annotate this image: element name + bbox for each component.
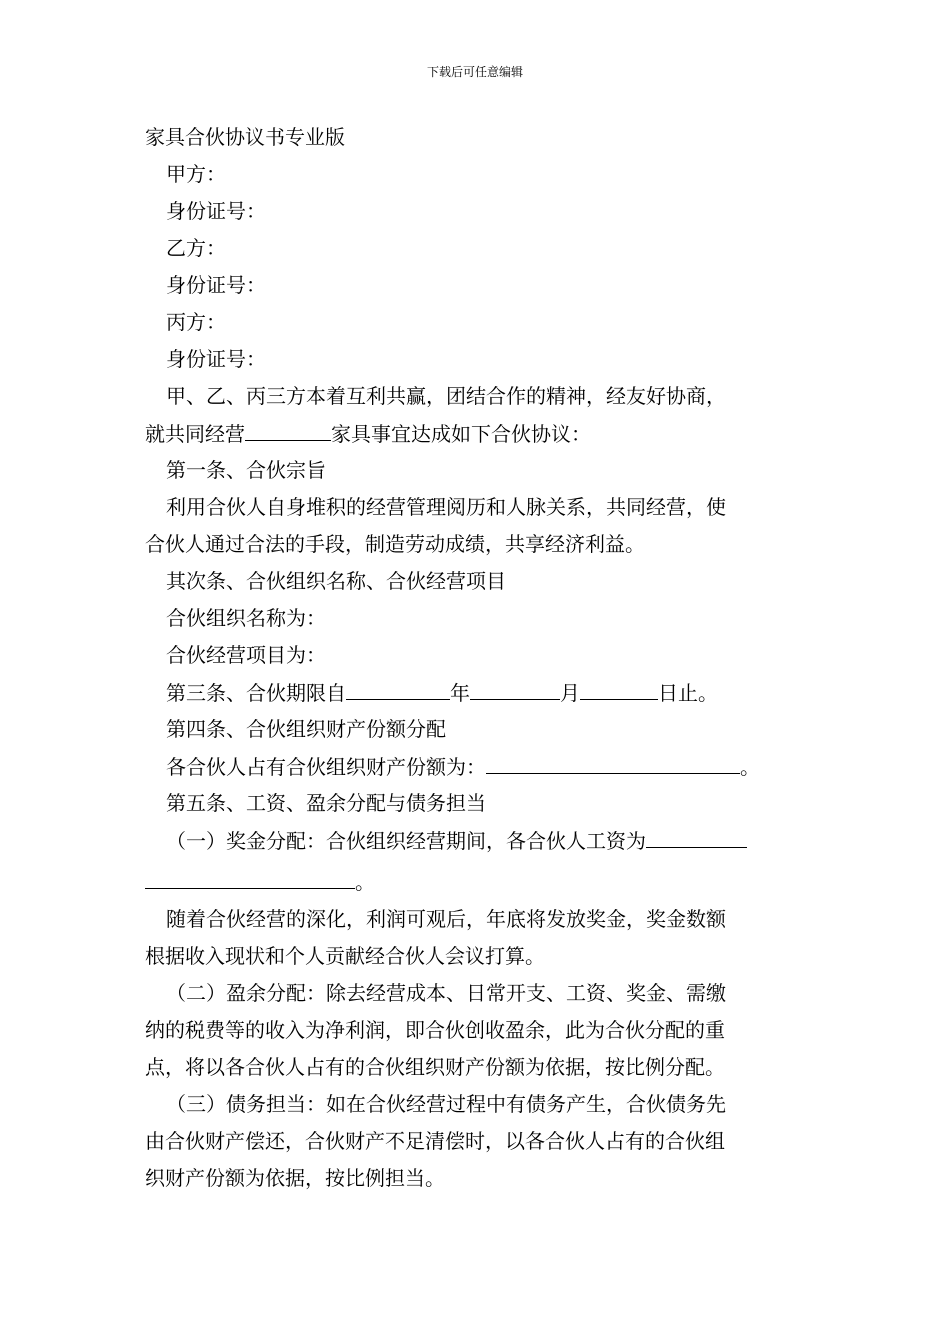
article-1-text-line: 合伙人通过合法的手段，制造劳动成绩，共享经济利益。 <box>145 532 645 556</box>
party-b-id-label: 身份证号： <box>166 273 266 297</box>
party-c-label: 丙方： <box>166 310 226 334</box>
intro-text: 就共同经营 <box>145 422 245 446</box>
article-5-1-line <box>166 827 747 854</box>
bonus-paragraph-line: 根据收入现状和个人贡献经合伙人会议打算。 <box>145 944 545 968</box>
share-end: 。 <box>740 755 760 779</box>
debt-paragraph-line: （三）债务担当：如在合伙经营过程中有债务产生，合伙债务先 <box>166 1092 726 1116</box>
page-header-note: 下载后可任意编辑 <box>426 65 523 79</box>
profit-paragraph-line: 纳的税费等的收入为净利润，即合伙创收盈余，此为合伙分配的重 <box>145 1018 725 1042</box>
share-blank <box>486 753 740 774</box>
share-text: 各合伙人占有合伙组织财产份额为： <box>166 755 486 779</box>
salary-blank <box>646 827 747 848</box>
day-end-label: 日止。 <box>658 681 718 705</box>
article-4-share-line <box>166 753 760 780</box>
salary-blank-cont <box>145 868 355 889</box>
document-title: 家具合伙协议书专业版 <box>145 125 345 149</box>
article-5-1-line-cont <box>145 868 375 895</box>
business-name-blank <box>245 420 331 441</box>
debt-paragraph-line: 织财产份额为依据，按比例担当。 <box>145 1166 445 1190</box>
profit-paragraph-line: 点，将以各合伙人占有的合伙组织财产份额为依据，按比例分配。 <box>145 1055 725 1079</box>
party-a-id-label: 身份证号： <box>166 199 266 223</box>
debt-paragraph-line: 由合伙财产偿还，合伙财产不足清偿时，以各合伙人占有的合伙组 <box>145 1129 725 1153</box>
term-start-blank <box>346 679 450 700</box>
article-1-text-line: 利用合伙人自身堆积的经营管理阅历和人脉关系，共同经营，使 <box>166 495 726 519</box>
term-year-blank <box>470 679 560 700</box>
article-1-title: 第一条、合伙宗旨 <box>166 458 326 482</box>
article-2-title: 其次条、合伙组织名称、合伙经营项目 <box>166 569 506 593</box>
party-b-label: 乙方： <box>166 236 226 260</box>
bonus-text: （一）奖金分配：合伙组织经营期间，各合伙人工资为 <box>166 829 646 853</box>
party-a-label: 甲方： <box>166 162 226 186</box>
article-4-title: 第四条、合伙组织财产份额分配 <box>166 717 446 741</box>
intro-paragraph-line: 甲、乙、丙三方本着互利共赢，团结合作的精神，经友好协商， <box>166 384 726 408</box>
article-5-title: 第五条、工资、盈余分配与债务担当 <box>166 791 486 815</box>
term-month-blank <box>580 679 658 700</box>
article-3-term-line <box>166 679 718 706</box>
month-label: 月 <box>560 681 580 705</box>
year-label: 年 <box>450 681 470 705</box>
intro-text: 家具事宜达成如下合伙协议： <box>331 422 591 446</box>
bonus-paragraph-line: 随着合伙经营的深化，利润可观后，年底将发放奖金，奖金数额 <box>166 907 726 931</box>
organization-name-label: 合伙组织名称为： <box>166 606 326 630</box>
business-project-label: 合伙经营项目为： <box>166 643 326 667</box>
profit-paragraph-line: （二）盈余分配：除去经营成本、日常开支、工资、奖金、需缴 <box>166 981 726 1005</box>
salary-end: 。 <box>355 870 375 894</box>
term-text: 第三条、合伙期限自 <box>166 681 346 705</box>
intro-paragraph-line <box>145 420 591 447</box>
party-c-id-label: 身份证号： <box>166 347 266 371</box>
